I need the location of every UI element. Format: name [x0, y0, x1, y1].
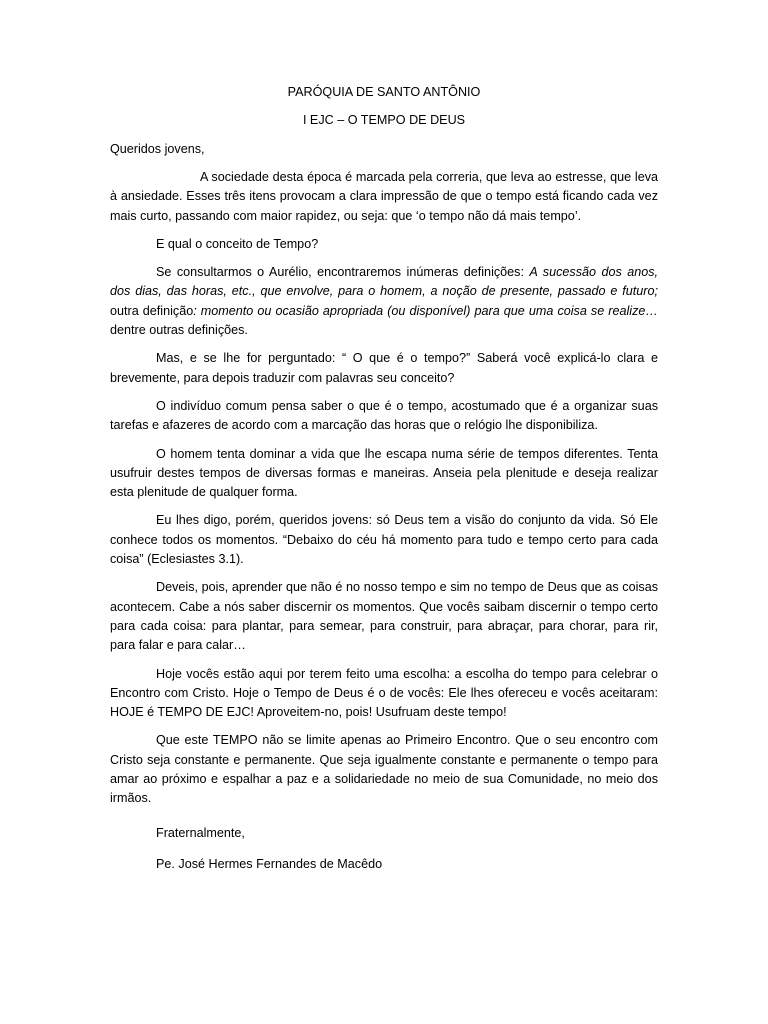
paragraph-encounter: Que este TEMPO não se limite apenas ao Primeiro Encontro. Que o seu encontro com Cristo seja constante e permanente. Que seja igualmente constante e permanente o tempo para amar ao próximo e espalhar a paz e a solidariedade no meio de sua Comunidade, no meio dos irmãos. — [110, 733, 658, 806]
definition-one: A sucessão dos anos, dos dias, das horas, etc., que envolve, para o homem, a noção de presente, passado e futuro; — [110, 265, 658, 299]
paragraph-intro: A sociedade desta época é marcada pela correria, que leva ao estresse, que leva à ansiedade. Esses três itens provocam a clara impressão de que o tempo está ficando cada vez mais curto, passando com maior rapidez, ou seja: que ‘o tempo não dá mais tempo’. — [110, 170, 658, 223]
definitions-tail: dentre outras definições. — [110, 323, 248, 338]
definitions-mid: outra definição — [110, 303, 194, 318]
signature: Pe. José Hermes Fernandes de Macêdo — [156, 856, 383, 871]
definitions-lead: Se consultarmos o Aurélio, encontraremos inúmeras definições: — [156, 265, 530, 280]
document-title: I EJC – O TEMPO DE DEUS — [302, 113, 466, 127]
paragraph-man-tries: O homem tenta dominar a vida que lhe escapa numa série de tempos diferentes. Tenta usufruir destes tempos de diversas formas e maneiras. Anseia pela plenitude e deseja realizar esta plenitude de qualquer forma. — [110, 446, 658, 500]
paragraph-common-person: O indivíduo comum pensa saber o que é o tempo, acostumado que é a organizar suas tarefas e afazeres de acordo com a marcação das horas que o relógio lhe disponibiliza. — [110, 398, 658, 433]
greeting: Queridos jovens, — [110, 142, 205, 156]
definition-two: : momento ou ocasião apropriada (ou disponível) para que uma coisa se realize… — [193, 303, 658, 318]
closing: Fraternalmente, — [156, 825, 245, 840]
parish-title: PARÓQUIA DE SANTO ANTÔNIO — [287, 85, 481, 99]
paragraph-only-god: Eu lhes digo, porém, queridos jovens: só Deus tem a visão do conjunto da vida. Só Ele conhece todos os momentos. “Debaixo do céu há momento para tudo e tempo certo para cada coisa” (Eclesiastes 3.1). — [110, 513, 658, 567]
paragraph-today: Hoje vocês estão aqui por terem feito uma escolha: a escolha do tempo para celebrar o Encontro com Cristo. Hoje o Tempo de Deus é o de vocês: Ele lhes ofereceu e vocês aceitaram: HOJE é TEMPO DE EJC! Aproveitem-no, pois! Usufruam deste tempo! — [110, 666, 658, 720]
paragraph-question: E qual o conceito de Tempo? — [156, 236, 319, 251]
paragraph-what-is-time: Mas, e se lhe for perguntado: “ O que é o tempo?” Saberá você explicá-lo clara e brevemente, para depois traduzir com palavras seu conceito? — [110, 351, 658, 385]
paragraph-definitions — [110, 263, 658, 340]
paragraph-learn: Deveis, pois, aprender que não é no nosso tempo e sim no tempo de Deus que as coisas acontecem. Cabe a nós saber discernir os momentos. Que vocês saibam discernir o tempo certo para cada coisa: para plantar, para semear, para construir, para abraçar, para chorar, para rir, para falar e para calar… — [110, 580, 658, 653]
